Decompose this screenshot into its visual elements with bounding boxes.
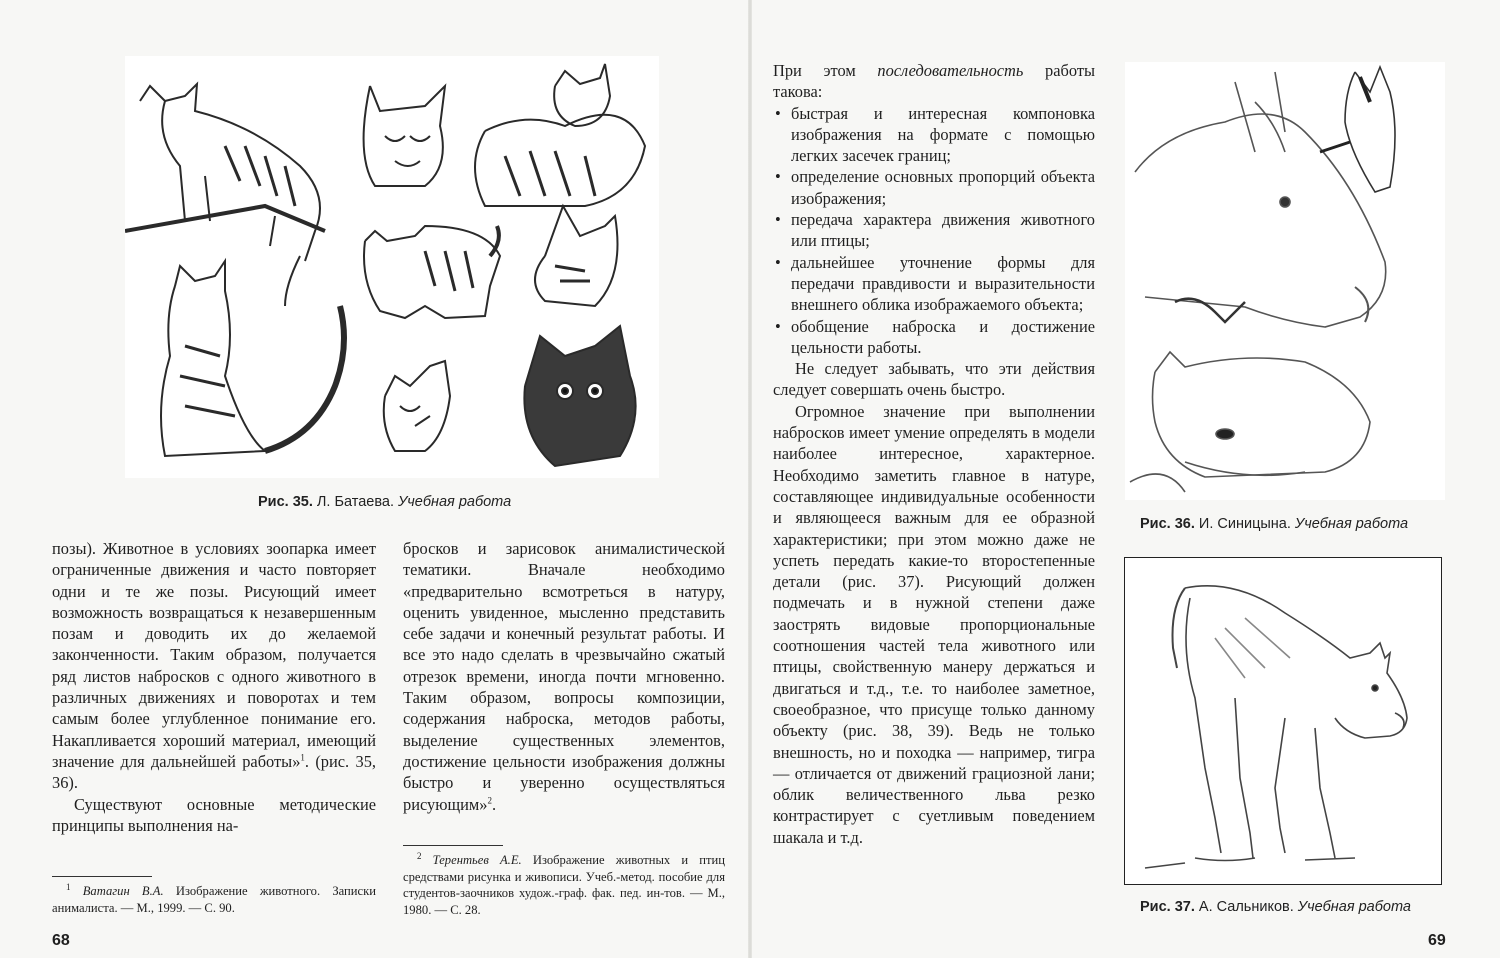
- footnote-1: $^1$ Ватагин В.А. Изображение животного. Записки анималиста. — М., 1999. — С. 90.: [52, 881, 376, 915]
- footnote-2: $^2$ Терентьев А.Е. Изображение животных и птиц средствами рисунка и живописи. Учеб.-метод. пособие для студентов-заочников худож.-граф. фак. пед. ин-тов. — М., 1980. — С. 28.: [403, 850, 725, 917]
- figure-37-author: А. Сальников.: [1198, 899, 1294, 915]
- figure-35-description: Учебная работа: [398, 494, 512, 510]
- figure-37-number: Рис. 37.: [1140, 899, 1195, 915]
- text-column-1: [52, 538, 376, 836]
- intro-line: При этом последовательность работы такова:: [773, 61, 1095, 102]
- paragraph: Не следует забывать, что эти действия следует совершать очень быстро.: [773, 359, 1095, 400]
- paragraph: бросков и зарисовок анималистической тематики. Вначале необходимо «предварительно всмотреться в натуру, оценить увиденное, мысленно представить себе задачи и конечный результат работы. И все это надо сделать в чрезвычайно сжатый отрезок времени, иногда почти мгновенно. Таким образом, вопросы композиции, содержания наброска, методов работы, выделение существенных элементов, достижение цельности изображения должны быстро и уверенно осуществляться рисующим»$^2$.: [403, 539, 725, 814]
- method-steps-list: [773, 103, 1095, 359]
- list-item: • обобщение наброска и достижение цельности работы.: [773, 316, 1095, 359]
- paragraph: Существуют основные методические принципы выполнения на-: [52, 794, 376, 835]
- page-number-left: 68: [52, 932, 70, 949]
- text-column-right: [773, 60, 1095, 848]
- figure-36-pig-sketch: [1125, 62, 1445, 500]
- figure-36-description: Учебная работа: [1294, 516, 1409, 532]
- list-item: • быстрая и интересная компоновка изображения на формате с помощью легких засечек границ;: [773, 103, 1095, 167]
- page-number-right: 69: [1428, 932, 1446, 949]
- list-item: • передача характера движения животного или птицы;: [773, 209, 1095, 252]
- figure-35-cats-drawing: [125, 56, 659, 478]
- figure-37-description: Учебная работа: [1297, 899, 1411, 915]
- paragraph: Огромное значение при выполнении набросков имеет умение определять в модели наиболее интересное, характерное. Необходимо заметить главное в натуре, составляющее индивидуальные особенности и являющееся важным для ее образной характеристики; при этом можно даже не успеть передать какие-то второстепенные детали (рис. 37). Рисующий должен подмечать и в нужной степени даже заострять видовые пропорциональные соотношения частей тела животного или птицы, свойственную манеру держаться и двигаться и т.д., т.е. то наиболее заметное, своеобразное, что присуще только данному объекту (рис. 38, 39). Ведь не только внешность, но и походка — например, тигра — отличается от движений грациозной лани; облик величественного льва резко контрастирует с суетливым поведением шакала и т.д.: [773, 401, 1095, 847]
- paragraph: позы). Животное в условиях зоопарка имеет ограниченные движения и часто повторяет одни и те же позы. Рисующий имеет возможность возвращаться к незавершенным позам и доводить их до желаемой законченности. Таким образом, получается ряд листов набросков с одного животного в различных движениях и поворотах и тем самым более углубленное понимание его. Накапливается хороший материал, имеющий значение для дальнейшей работы»$^1$. (рис. 35, 36).: [52, 539, 376, 793]
- figure-36-author: И. Синицына.: [1198, 516, 1291, 532]
- figure-37-calf-sketch: [1124, 557, 1442, 885]
- figure-35-number: Рис. 35.: [258, 494, 313, 510]
- list-item: • определение основных пропорций объекта изображения;: [773, 166, 1095, 209]
- list-item: • дальнейшее уточнение формы для передачи правдивости и выразительности внешнего облика изображаемого объекта;: [773, 252, 1095, 316]
- figure-35-caption: [258, 494, 511, 510]
- figure-37-caption: [1140, 899, 1411, 915]
- text-column-2: [403, 538, 725, 815]
- page-69: [750, 0, 1500, 958]
- figure-36-caption: [1140, 516, 1408, 532]
- footnote-rule: [52, 876, 152, 877]
- figure-35-author: Л. Батаева.: [316, 494, 394, 510]
- footnote-rule: [403, 845, 503, 846]
- figure-36-number: Рис. 36.: [1140, 516, 1195, 532]
